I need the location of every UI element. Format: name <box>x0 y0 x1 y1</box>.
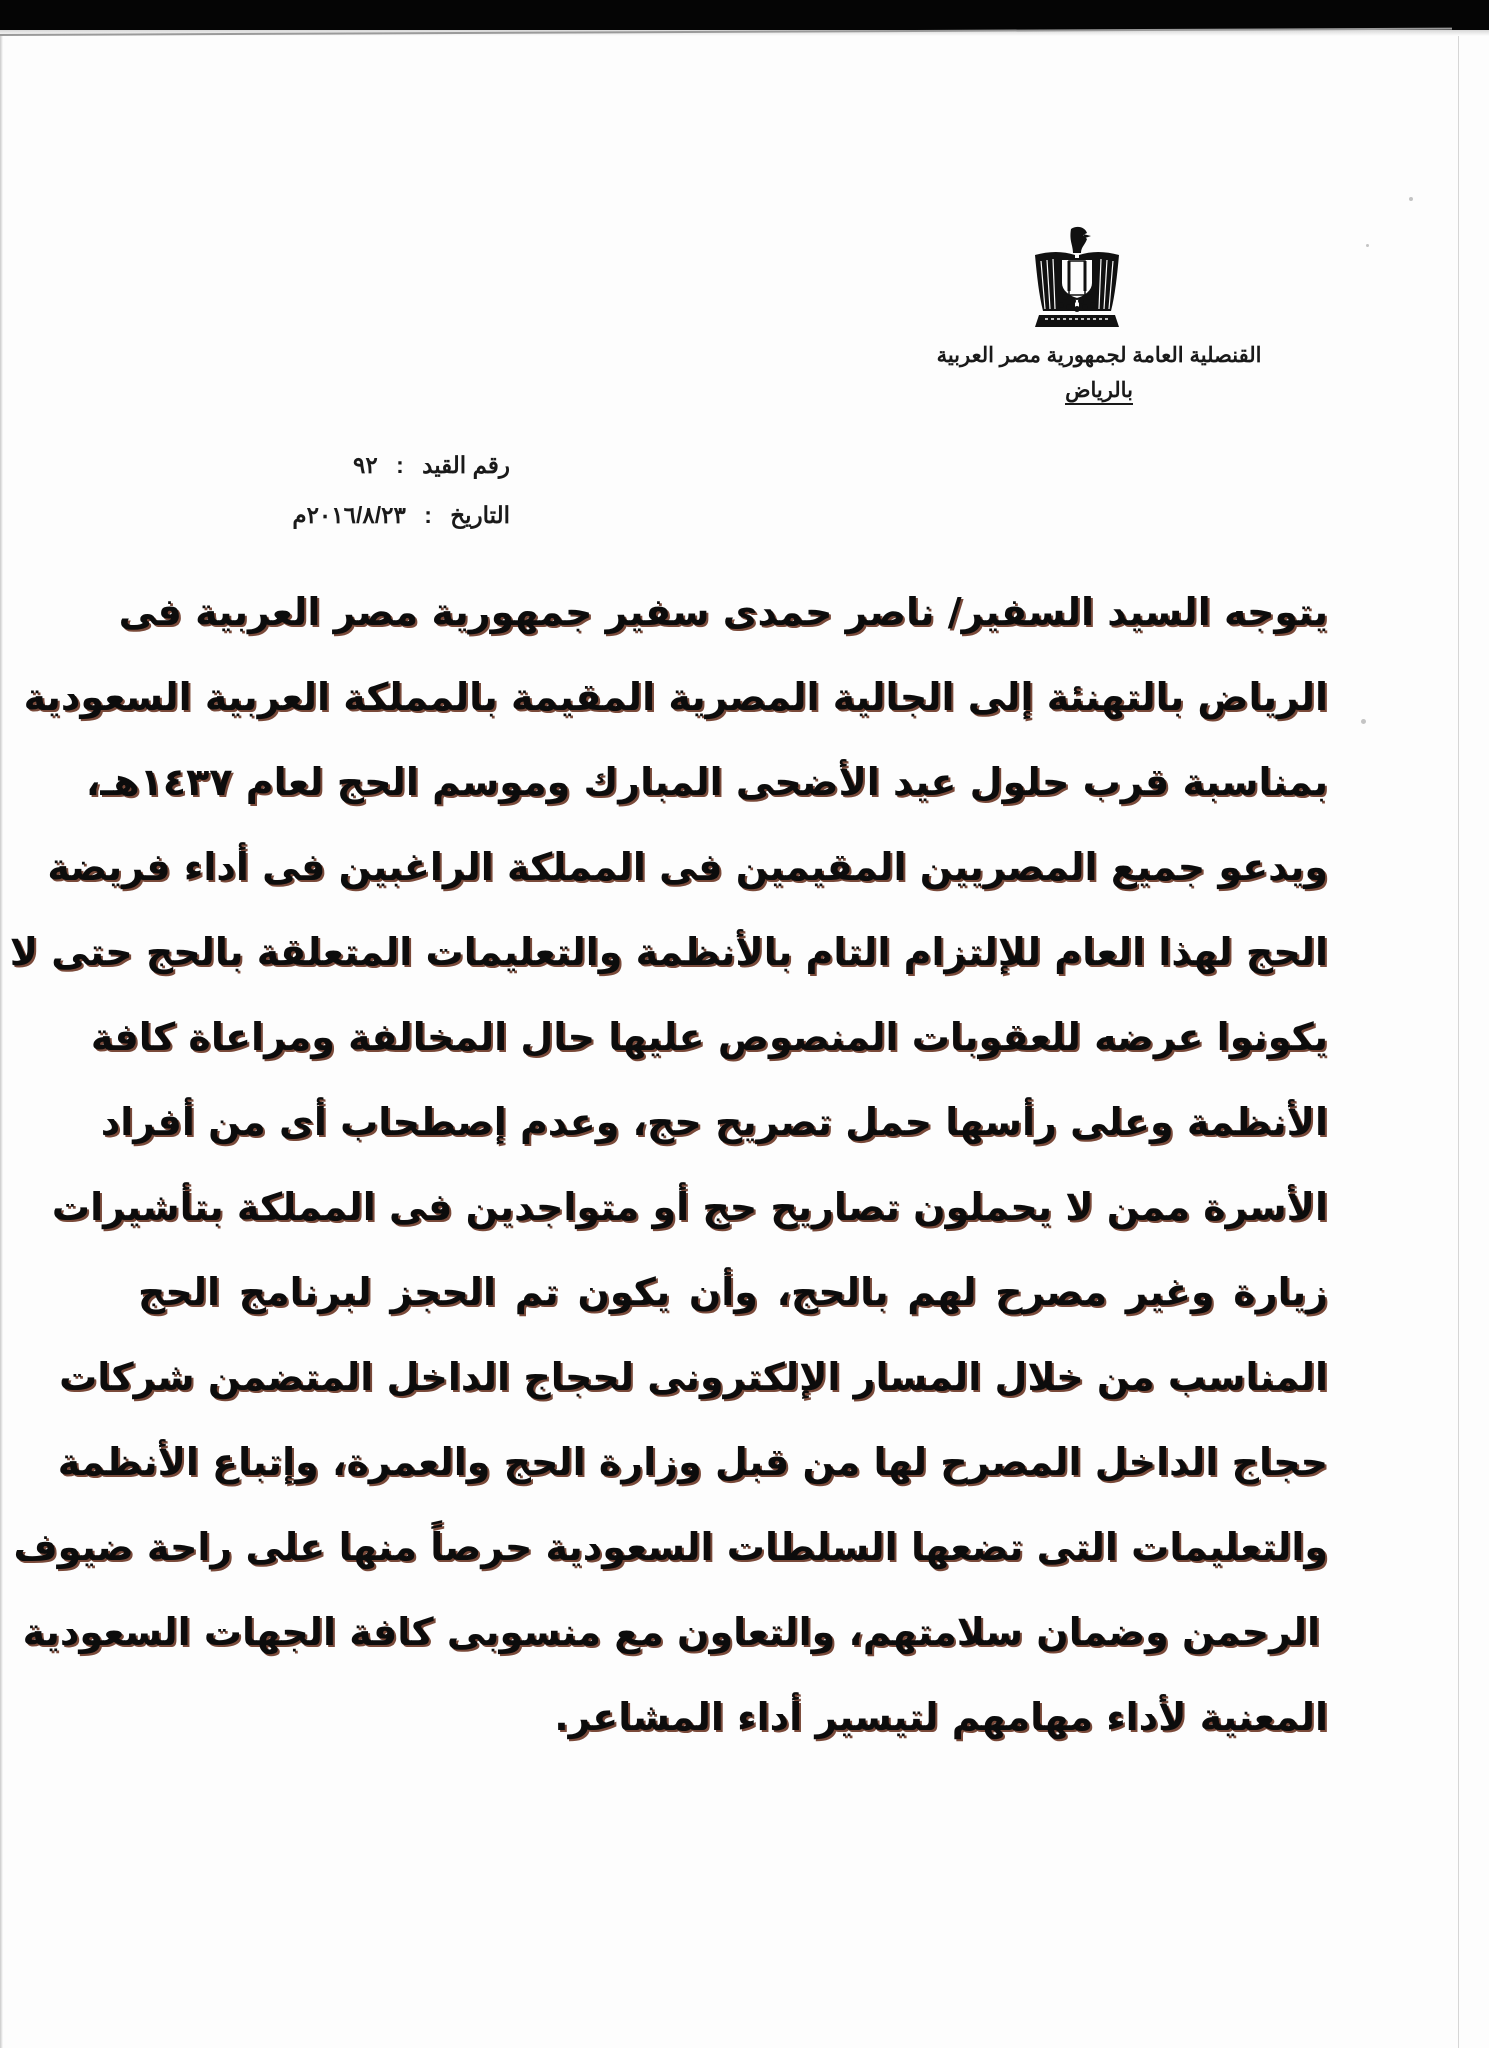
body-line: يتوجه السيد السفير/ ناصر حمدى سفير جمهورية مصر العربية فى <box>118 590 1328 634</box>
body-line: بمناسبة قرب حلول عيد الأضحى المبارك وموسم الحج لعام ١٤٣٧هـ، <box>85 760 1328 804</box>
body-line: يكونوا عرضه للعقوبات المنصوص عليها حال المخالفة ومراعاة كافة <box>90 1015 1328 1059</box>
consulate-city: بالرياض <box>1065 380 1133 405</box>
letterhead <box>899 225 1299 405</box>
body-line: زيارة وغير مصرح لهم بالحج، وأن يكون تم الحجز لبرنامج الحج <box>138 1270 1328 1314</box>
registration-value: ٩٢ <box>352 452 378 478</box>
consulate-name: القنصلية العامة لجمهورية مصر العربية <box>936 344 1262 367</box>
body-line: الأنظمة وعلى رأسها حمل تصريح حج، وعدم إصطحاب أى من أفراد <box>100 1100 1328 1144</box>
body-line: الأسرة ممن لا يحملون تصاريح حج أو متواجدين فى المملكة بتأشيرات <box>51 1185 1328 1229</box>
scan-speck <box>1366 244 1369 247</box>
eagle-emblem-icon <box>1031 225 1123 333</box>
date-row <box>220 490 510 540</box>
registration-separator: : <box>396 452 404 478</box>
body-line: الرياض بالتهنئة إلى الجالية المصرية المقيمة بالمملكة العربية السعودية <box>23 675 1328 719</box>
date-label: التاريخ <box>450 502 510 528</box>
scan-speck <box>1409 197 1413 201</box>
scan-speck <box>1361 719 1366 724</box>
reference-block <box>220 440 510 540</box>
body-line: والتعليمات التى تضعها السلطات السعودية حرصاً منها على راحة ضيوف <box>13 1525 1328 1569</box>
page-left-edge <box>0 36 3 2048</box>
body-line: الحج لهذا العام للإلتزام التام بالأنظمة والتعليمات المتعلقة بالحج حتى لا <box>9 930 1328 974</box>
body-line-final: المعنية لأداء مهامهم لتيسير أداء المشاعر. <box>554 1695 1328 1739</box>
registration-label: رقم القيد <box>422 452 510 478</box>
body-line: ويدعو جميع المصريين المقيمين فى المملكة الراغبين فى أداء فريضة <box>47 845 1328 889</box>
body-line: حجاج الداخل المصرح لها من قبل وزارة الحج والعمرة، وإتباع الأنظمة <box>57 1440 1328 1484</box>
scanner-top-band <box>0 0 1489 30</box>
registration-number-row <box>220 440 510 490</box>
page-right-edge <box>1458 36 1459 2048</box>
date-value: ٢٠١٦/٨/٢٣م <box>292 502 406 528</box>
letter-body <box>9 570 1328 1760</box>
body-line: المناسب من خلال المسار الإلكترونى لحجاج الداخل المتضمن شركات <box>59 1355 1328 1399</box>
body-line: الرحمن وضمان سلامتهم، والتعاون مع منسوبى كافة الجهات السعودية <box>22 1610 1320 1654</box>
date-separator: : <box>424 502 432 528</box>
